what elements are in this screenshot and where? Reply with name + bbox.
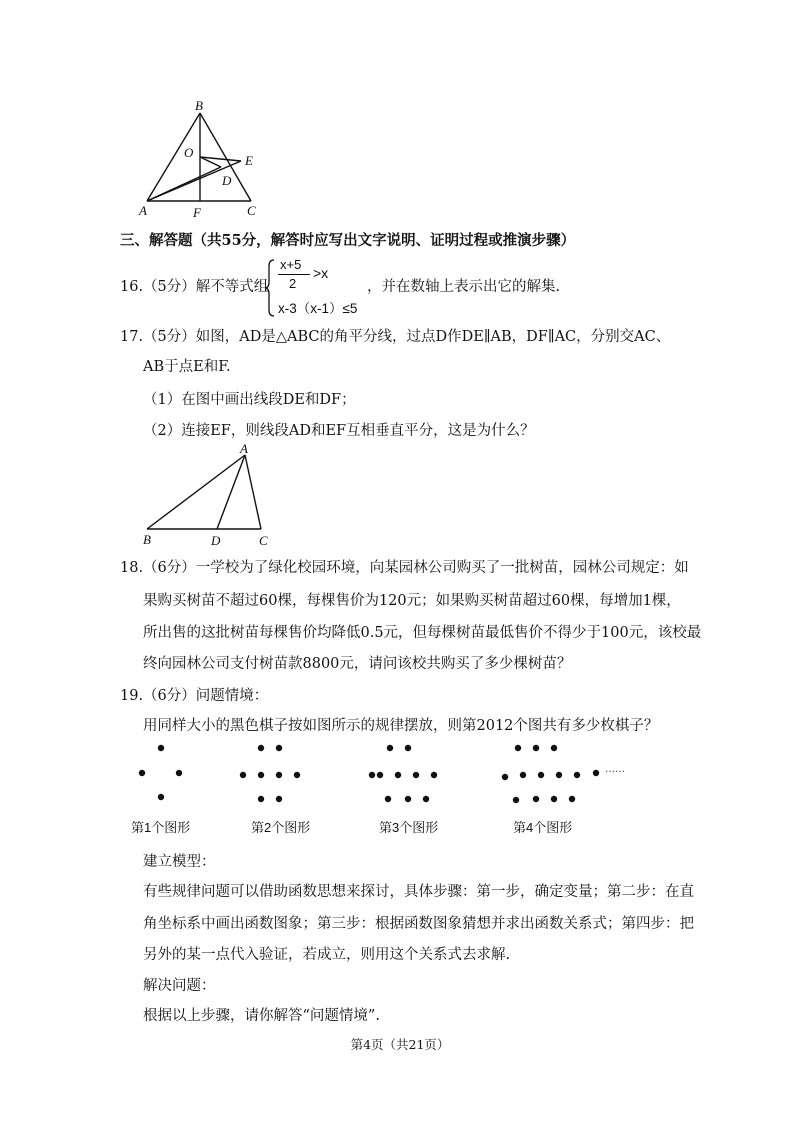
q16-suffix: ，并在数轴上表示出它的解集.	[367, 279, 561, 295]
pattern4-dot	[569, 796, 575, 802]
pattern-ellipsis: ……	[605, 764, 625, 775]
section-header: 三、解答题（共55分，解答时应写出文字说明、证明过程或推演步骤）	[120, 232, 576, 249]
pattern2-dot	[294, 772, 300, 778]
pattern4-dot	[538, 772, 544, 778]
pattern4-dot	[513, 797, 519, 803]
caption-figure-3: 第3个图形	[379, 820, 439, 835]
pattern2-dot	[258, 796, 264, 802]
figure-dot-patterns	[130, 735, 610, 810]
fig1-label-o: O	[184, 145, 194, 160]
pattern3-dot	[405, 745, 411, 751]
q19-model-line2: 角坐标系中画出函数图象；第三步：根据函数图象猜想并求出函数关系式；第四步：把	[143, 916, 694, 932]
q19-model-line3: 另外的某一点代入验证，若成立，则用这个关系式去求解.	[143, 947, 511, 963]
pattern4-dot	[593, 770, 599, 776]
q16-ineq1	[278, 257, 358, 293]
caption-figure-1: 第1个图形	[131, 820, 191, 835]
q17-line1: 17.（5分）如图，AD是△ABC的角平分线，过点D作DE∥AB，DF∥AC，分别交AC、	[120, 329, 671, 345]
pattern4-dot	[520, 772, 526, 778]
fig2-label-a: A	[240, 441, 248, 456]
page-footer: 第4页（共21页）	[350, 1037, 450, 1052]
caption-figure-2: 第2个图形	[251, 820, 311, 835]
q16-ineq1-numerator: x+5	[280, 257, 302, 272]
fig2-label-c: C	[259, 533, 268, 548]
q19-model-title: 建立模型：	[143, 854, 216, 870]
q17-sub1: （1）在图中画出线段DE和DF；	[143, 392, 356, 408]
fig1-label-b: B	[195, 98, 203, 113]
pattern4-dot	[551, 796, 557, 802]
q16-system-brace	[264, 258, 276, 318]
pattern3-dot	[369, 772, 375, 778]
fig1-label-c: C	[247, 203, 256, 218]
fig1-label-e: E	[245, 153, 253, 168]
q16-prefix: 16.（5分）解不等式组	[120, 279, 269, 295]
pattern3-dot	[377, 772, 383, 778]
q19-solve-title: 解决问题：	[143, 978, 216, 994]
pattern2-dot	[258, 745, 264, 751]
q19-model-line1: 有些规律问题可以借助函数思想来探讨，具体步骤：第一步，确定变量；第二步：在直	[143, 884, 694, 900]
fig2-label-b: B	[143, 532, 151, 547]
pattern2-dot	[258, 772, 264, 778]
q19-line1: 19.（6分）问题情境：	[120, 688, 269, 704]
q17-line2: AB于点E和F.	[143, 359, 231, 375]
pattern2-dot	[276, 796, 282, 802]
pattern4-dot	[515, 745, 521, 751]
q18-line2: 果购买树苗不超过60棵，每棵售价为120元；如果购买树苗超过60棵，每增加1棵，	[143, 593, 681, 609]
q16-ineq1-denominator: 2	[289, 276, 297, 291]
caption-figure-4: 第4个图形	[513, 820, 573, 835]
pattern2-dot	[276, 772, 282, 778]
q19-line2: 用同样大小的黑色棋子按如图所示的规律摆放，则第2012个图共有多少枚棋子？	[143, 718, 659, 734]
pattern4-dot	[574, 772, 580, 778]
pattern4-dot	[556, 772, 562, 778]
pattern3-dot	[405, 796, 411, 802]
figure-triangle-abc-ad	[140, 445, 275, 545]
pattern1-dot	[158, 794, 164, 800]
fig1-label-f: F	[193, 205, 201, 220]
q16-ineq2: x-3（x-1）≤5	[278, 301, 358, 316]
pattern2-dot	[276, 745, 282, 751]
pattern4-dot	[502, 774, 508, 780]
pattern3-dot	[413, 772, 419, 778]
fig1-label-d: D	[222, 173, 232, 188]
q16-ineq1-rest: >x	[313, 265, 329, 281]
pattern3-dot	[395, 772, 401, 778]
q18-line1: 18.（6分）一学校为了绿化校园环境，向某园林公司购买了一批树苗，园林公司规定：如	[120, 560, 689, 576]
q18-line4: 终向园林公司支付树苗款8800元，请问该校共购买了多少棵树苗？	[143, 656, 572, 672]
pattern1-dot	[139, 770, 145, 776]
pattern2-dot	[240, 772, 246, 778]
pattern4-dot	[551, 745, 557, 751]
fig2-label-d: D	[211, 533, 221, 548]
pattern1-dot	[158, 745, 164, 751]
pattern3-dot	[387, 745, 393, 751]
q16-fraction-bar	[278, 274, 310, 275]
pattern1-dot	[176, 770, 182, 776]
q19-solve-line1: 根据以上步骤，请你解答“问题情境”.	[143, 1008, 380, 1024]
pattern3-dot	[385, 796, 391, 802]
pattern4-dot	[533, 745, 539, 751]
q18-line3: 所出售的这批树苗每棵售价均降低0.5元，但每棵树苗最低售价不得少于100元，该校最	[143, 625, 702, 641]
pattern3-dot	[423, 796, 429, 802]
pattern4-dot	[533, 796, 539, 802]
pattern3-dot	[431, 772, 437, 778]
fig1-label-a: A	[139, 203, 147, 218]
q17-sub2: （2）连接EF，则线段AD和EF互相垂直平分，这是为什么？	[143, 423, 535, 439]
